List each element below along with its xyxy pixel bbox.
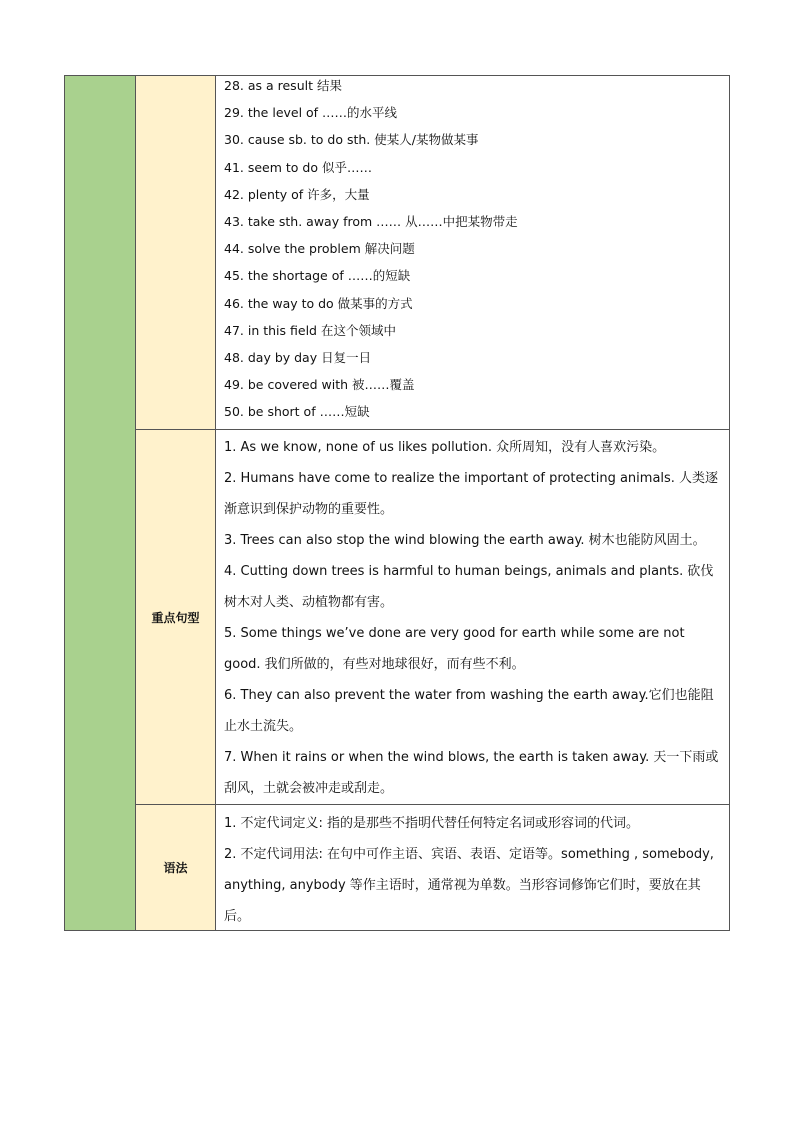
sentence-item: 6. They can also prevent the water from washing the earth away.它们也能阻止水土流失。 — [224, 688, 714, 734]
grammar-cell — [216, 805, 729, 930]
sentences-cell — [216, 430, 729, 805]
grammar-item: 1. 不定代词定义: 指的是那些不指明代替任何特定名词或形容词的代词。 — [224, 816, 640, 831]
phrase-item: 29. the level of ……的水平线 — [224, 105, 398, 121]
phrase-item: 50. be short of ……短缺 — [224, 404, 370, 420]
phrases-label-cell — [136, 76, 216, 430]
section-column — [65, 76, 136, 930]
phrase-item: 48. day by day 日复一日 — [224, 349, 372, 365]
phrase-item: 28. as a result 结果 — [224, 78, 342, 93]
phrase-item: 30. cause sb. to do sth. 使某人/某物做某事 — [224, 132, 479, 148]
sentence-item: 4. Cutting down trees is harmful to human beings, animals and plants. 砍伐树木对人类、动植物都有害。 — [224, 564, 714, 610]
phrase-item: 42. plenty of 许多，大量 — [224, 186, 370, 202]
sentence-item: 2. Humans have come to realize the important of protecting animals. 人类逐渐意识到保护动物的重要性。 — [224, 471, 719, 517]
sentence-item: 7. When it rains or when the wind blows, the earth is taken away. 天一下雨或刮风，土就会被冲走或刮走。 — [224, 750, 719, 796]
phrases-cell — [216, 76, 729, 430]
phrase-item: 41. seem to do 似乎…… — [224, 159, 372, 175]
phrase-item: 43. take sth. away from …… 从……中把某物带走 — [224, 213, 518, 229]
grammar-label: 语法 — [136, 805, 216, 930]
sentence-item: 3. Trees can also stop the wind blowing the earth away. 树木也能防风固土。 — [224, 533, 706, 548]
phrase-item: 47. in this field 在这个领域中 — [224, 322, 396, 338]
phrase-item: 44. solve the problem 解决问题 — [224, 241, 415, 257]
sentence-item: 1. As we know, none of us likes pollution. 众所周知，没有人喜欢污染。 — [224, 440, 666, 455]
phrase-item: 45. the shortage of ……的短缺 — [224, 268, 411, 284]
notes-table — [64, 75, 730, 931]
phrase-item: 49. be covered with 被……覆盖 — [224, 377, 415, 393]
sentence-item: 5. Some things we’ve done are very good for earth while some are not good. 我们所做的，有些对地球很好，而有些不利。 — [224, 626, 685, 672]
grammar-item: 2. 不定代词用法: 在句中可作主语、宾语、表语、定语等。something , somebody, anything, anybody 等作主语时，通常视为单数。当形容词修饰它们时，要放在其后。 — [224, 847, 714, 924]
phrase-item: 46. the way to do 做某事的方式 — [224, 295, 413, 311]
sentences-label: 重点句型 — [136, 430, 216, 805]
